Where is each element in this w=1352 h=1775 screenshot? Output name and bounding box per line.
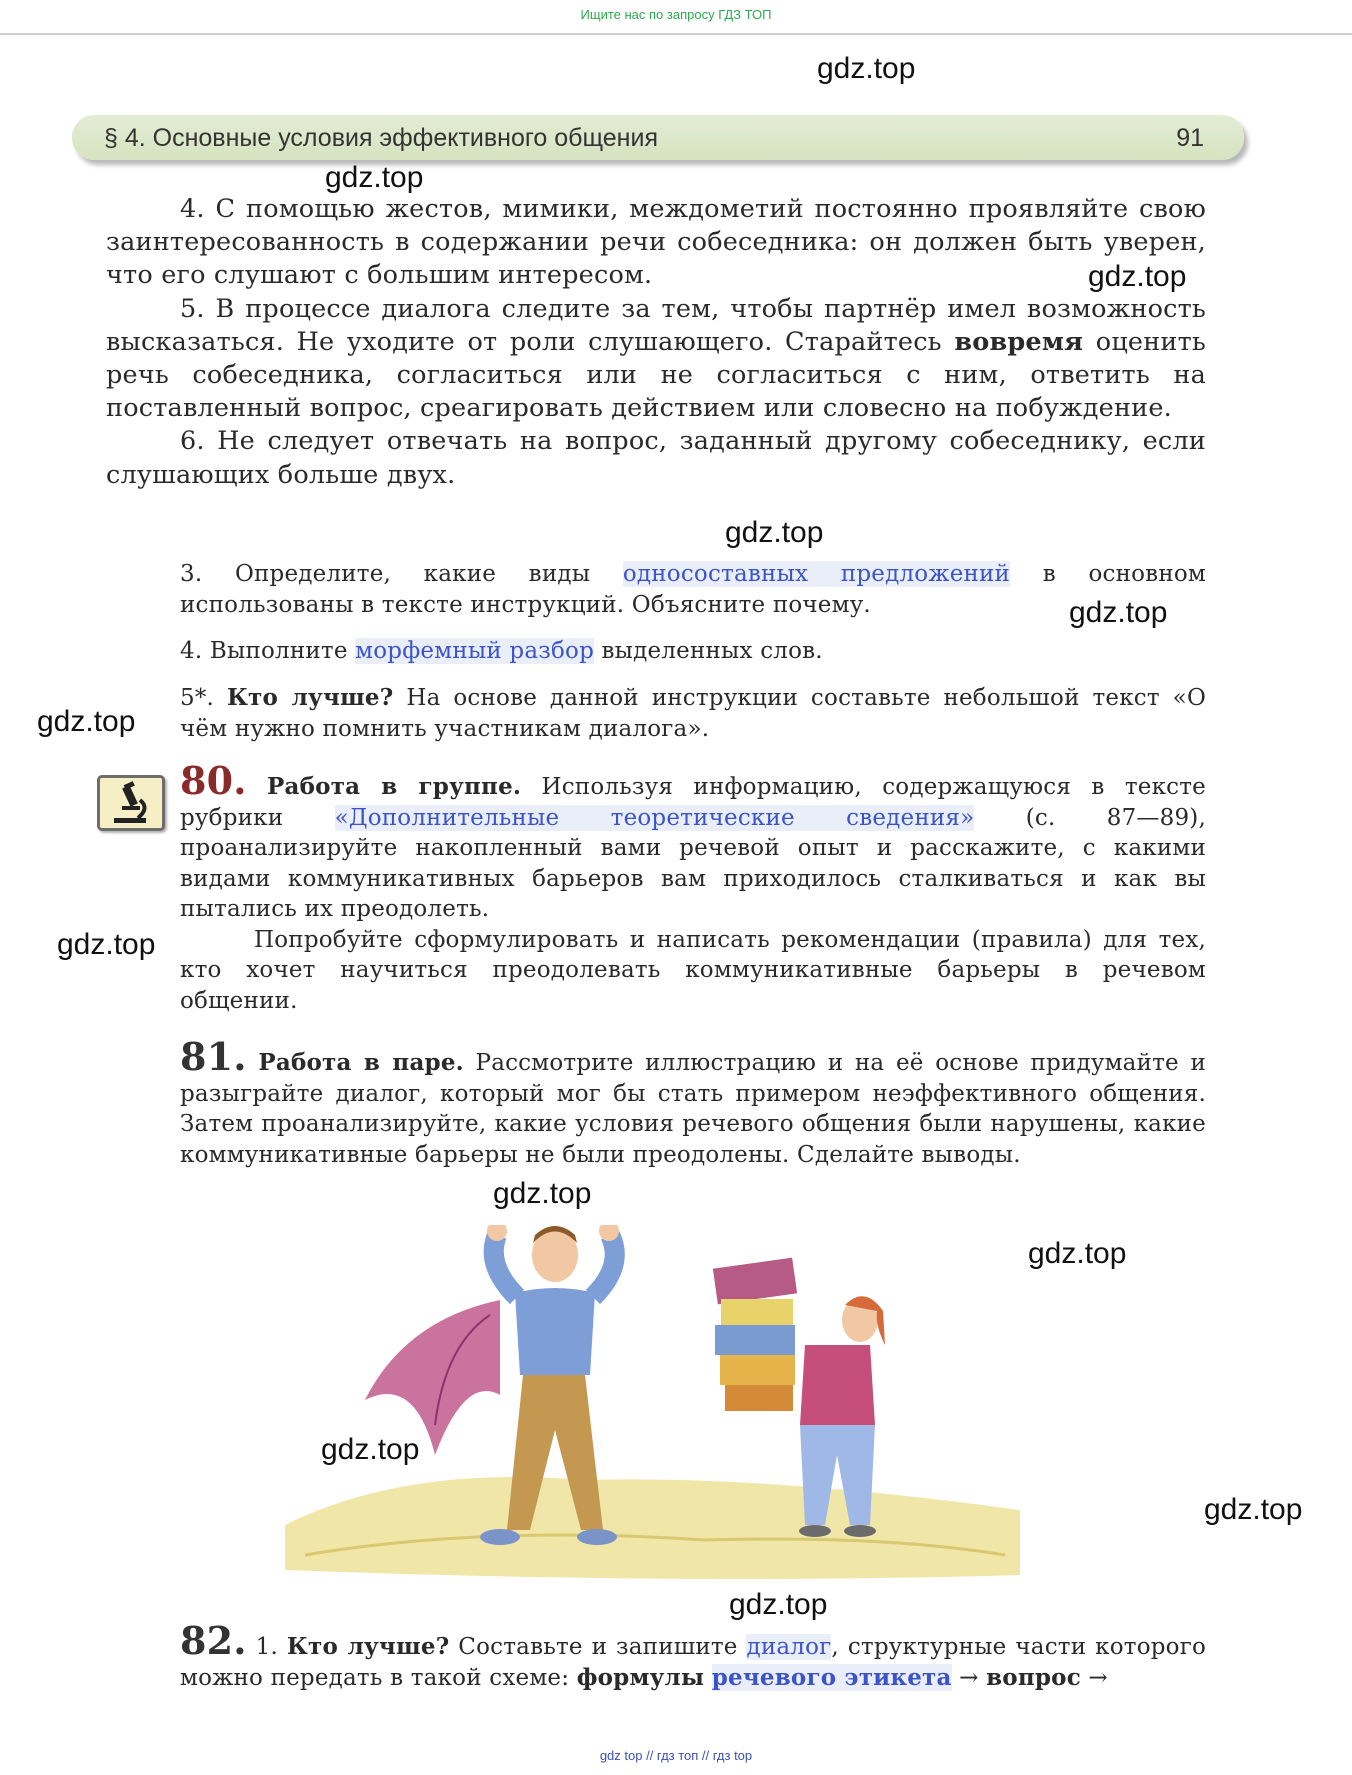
watermark: gdz.top bbox=[1069, 596, 1168, 629]
illustration bbox=[285, 1225, 1020, 1595]
watermark: gdz.top bbox=[57, 928, 156, 961]
watermark: gdz.top bbox=[1028, 1237, 1127, 1270]
task-4: 4. Выполните морфемный разбор выделенных слов. bbox=[180, 638, 823, 664]
link-rechevoy-etiket[interactable]: речевого этикета bbox=[711, 1663, 952, 1691]
section-header bbox=[72, 115, 1244, 160]
exercise-80-text: 80. Работа в группе. Используя информацию, содержащуюся в тексте рубрики «Дополнительные теоретические сведения» (с. 87—89), проанализируйте накопленный вами речевой опыт и расскажите, с какими видами коммуникативных барьеров вам приходилось сталкиваться и как вы пытались их преодолеть. bbox=[180, 758, 1206, 922]
watermark: gdz.top bbox=[37, 705, 136, 738]
link-morfemny-razbor[interactable]: морфемный разбор bbox=[355, 638, 594, 664]
watermark: gdz.top bbox=[817, 52, 916, 85]
rule-6: 6. Не следует отвечать на вопрос, заданный другому собеседнику, если слушающих больше двух. bbox=[106, 426, 1206, 490]
exercise-82: 82. 1. Кто лучше? Составьте и запишите диалог, структурные части которого можно передать в такой схеме: формулы речевого этикета → вопрос → bbox=[180, 1618, 1207, 1691]
rule-4: 4. С помощью жестов, мимики, междометий постоянно проявляйте свою заинтересованность в содержании речи собеседника: он должен быть уверен, что его слушают с большим интересом. bbox=[106, 194, 1206, 291]
watermark: gdz.top bbox=[725, 516, 824, 549]
watermark: gdz.top bbox=[325, 161, 424, 194]
watermark: gdz.top bbox=[729, 1588, 828, 1621]
exercise-80-number: 80. bbox=[180, 758, 247, 803]
link-dialog[interactable]: диалог bbox=[746, 1634, 832, 1660]
top-notice[interactable]: Ищите нас по запросу ГДЗ ТОП bbox=[580, 7, 772, 22]
page-number: 91 bbox=[1176, 124, 1204, 152]
rule-5: 5. В процессе диалога следите за тем, чтобы партнёр имел возможность высказаться. Не уходите от роли слушающего. Старайтесь вовремя оценить речь собеседника, согласиться или не согласиться с ним, ответить на поставленный вопрос, среагировать действием или словесно на побуждение. bbox=[106, 293, 1206, 424]
watermark: gdz.top bbox=[321, 1433, 420, 1466]
watermark: gdz.top bbox=[493, 1177, 592, 1210]
exercise-82-number: 82. bbox=[180, 1618, 247, 1663]
footer-links[interactable]: gdz top // гдз топ // гдз top bbox=[599, 1748, 753, 1763]
watermark: gdz.top bbox=[1088, 260, 1187, 293]
watermark: gdz.top bbox=[1204, 1493, 1303, 1526]
rules-list bbox=[106, 193, 1206, 492]
link-dop-svedeniya[interactable]: «Дополнительные теоретические сведения» bbox=[334, 804, 975, 831]
task-5: 5*. Кто лучше? На основе данной инструкции составьте небольшой текст «О чём нужно помнить участникам диалога». bbox=[180, 684, 1207, 742]
task-3: 3. Определите, какие виды односоставных предложений в основном использованы в тексте инструкций. Объясните почему. bbox=[180, 561, 1206, 618]
section-title: § 4. Основные условия эффективного общения bbox=[104, 124, 658, 152]
link-odnosostavnye[interactable]: односоставных предложений bbox=[622, 561, 1011, 587]
exercise-81: 81. Работа в паре. Рассмотрите иллюстрацию и на её основе придумайте и разыграйте диалог, который мог бы стать примером неэффективного общения. Затем проанализируйте, какие условия речевого общения были нарушены, какие коммуникативные барьеры не были преодолены. Сделайте выводы. bbox=[180, 1034, 1207, 1168]
exercise-81-number: 81. bbox=[180, 1034, 247, 1079]
microscope-icon bbox=[97, 775, 165, 831]
exercise-80-p2: Попробуйте сформулировать и написать рекомендации (правила) для тех, кто хочет научиться преодолевать коммуникативные барьеры в речевом общении. bbox=[180, 926, 1206, 1014]
exercise-80 bbox=[180, 758, 1206, 1016]
top-notice-bar bbox=[0, 0, 1352, 35]
